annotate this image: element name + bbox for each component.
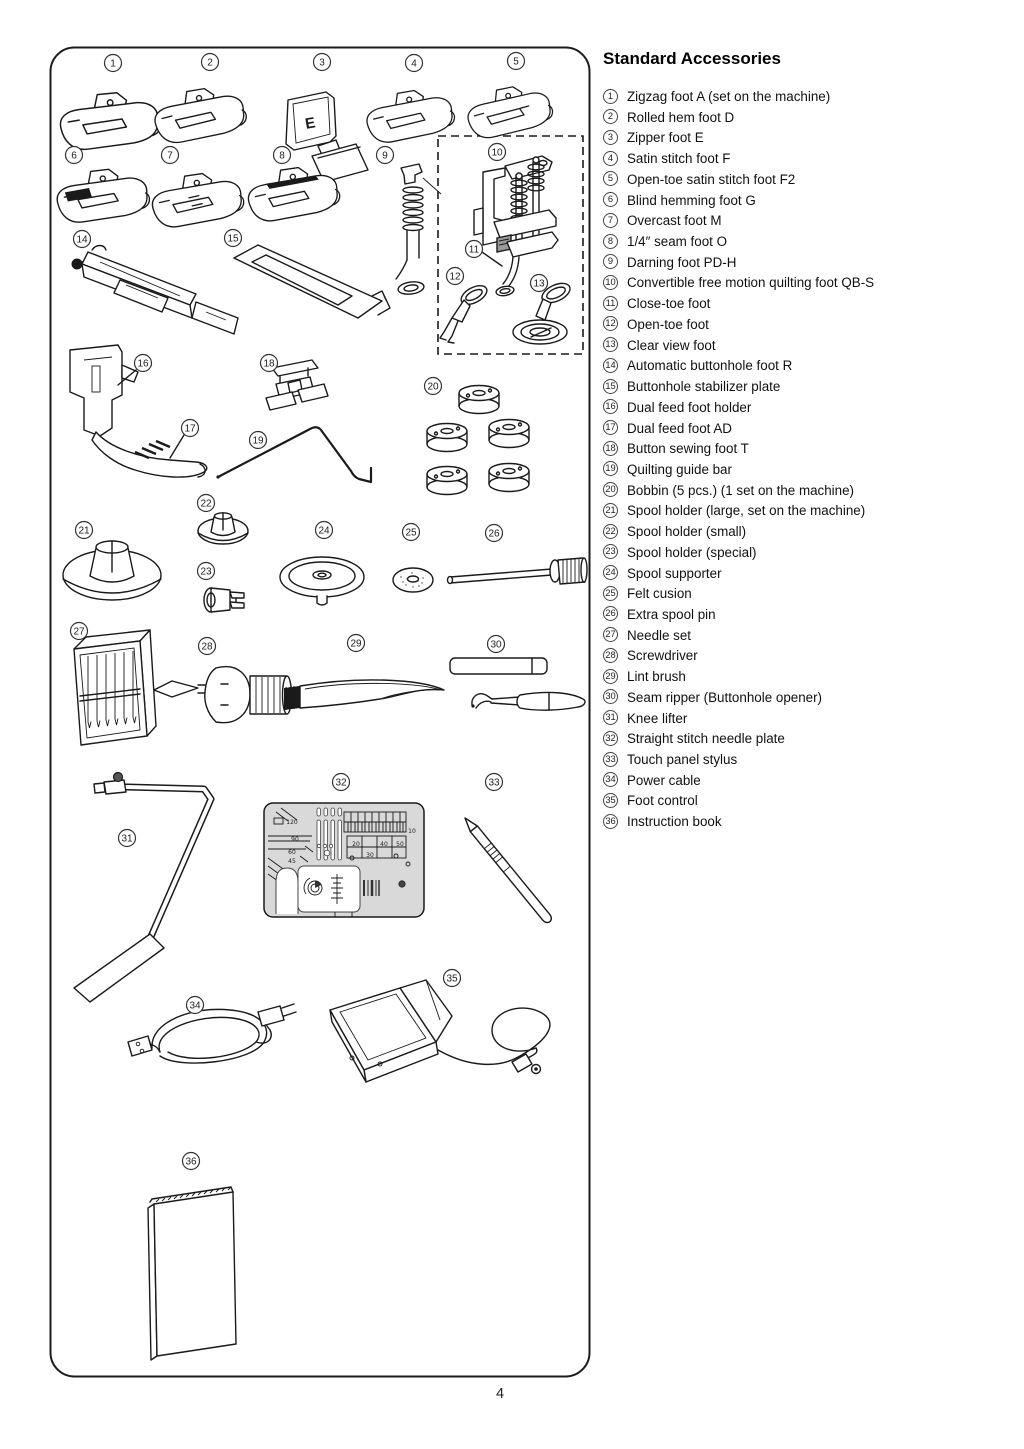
accessory-list-item xyxy=(603,439,1013,460)
item-number-badge: 31 xyxy=(603,710,618,725)
item-number-badge: 10 xyxy=(603,275,618,290)
accessory-list-item xyxy=(603,564,1013,585)
svg-text:35: 35 xyxy=(446,973,458,985)
item-label: Darning foot PD-H xyxy=(627,254,737,270)
illustration-quilting-guide-bar xyxy=(216,427,371,482)
figure-label-17 xyxy=(182,420,199,437)
illustration-rolled-hem-foot-d xyxy=(154,86,248,146)
item-number-badge: 21 xyxy=(603,503,618,518)
figure-label-2 xyxy=(202,54,219,71)
illustration-seam-ripper xyxy=(450,658,585,710)
figure-label-20 xyxy=(425,378,442,395)
figure-label-29 xyxy=(348,635,365,652)
item-label: Touch panel stylus xyxy=(627,752,738,767)
svg-text:120: 120 xyxy=(286,819,298,826)
illustration-open-toe-foot xyxy=(440,282,490,343)
figure-label-4 xyxy=(406,55,423,72)
item-label: Open-toe satin stitch foot F2 xyxy=(627,171,796,187)
svg-text:13: 13 xyxy=(533,278,545,290)
svg-text:8: 8 xyxy=(279,150,285,162)
item-label: Lint brush xyxy=(627,669,686,685)
page-number: 4 xyxy=(495,1386,505,1402)
item-label: Instruction book xyxy=(627,814,722,830)
item-label: Spool supporter xyxy=(627,565,722,581)
accessory-list-item xyxy=(603,605,1013,626)
svg-text:6: 6 xyxy=(71,150,77,162)
item-label: Zipper foot E xyxy=(627,130,704,146)
svg-text:25: 25 xyxy=(405,527,417,539)
item-label: Felt cusion xyxy=(627,586,692,602)
figure-label-6 xyxy=(66,147,83,164)
item-number-badge: 35 xyxy=(603,793,618,808)
accessory-list-item xyxy=(603,501,1013,522)
svg-text:2: 2 xyxy=(207,57,213,69)
illustration-instruction-book xyxy=(148,1187,236,1360)
item-label: Buttonhole stabilizer plate xyxy=(627,379,781,395)
figure-label-34 xyxy=(187,997,204,1014)
item-number-badge: 20 xyxy=(603,482,618,497)
accessory-list-item xyxy=(603,791,1013,812)
item-number-badge: 14 xyxy=(603,358,618,373)
accessory-list-item xyxy=(603,646,1013,667)
figure-label-33 xyxy=(486,774,503,791)
figure-label-35 xyxy=(444,970,461,987)
illustration-spool-holder-small xyxy=(198,513,248,544)
item-number-badge: 32 xyxy=(603,731,618,746)
page-title: Standard Accessories xyxy=(603,49,781,68)
accessory-list-item xyxy=(603,108,1013,129)
item-label: Button sewing foot T xyxy=(627,441,749,457)
svg-text:29: 29 xyxy=(350,638,362,650)
svg-text:27: 27 xyxy=(73,626,85,638)
svg-text:50: 50 xyxy=(396,841,404,848)
item-label: Convertible free motion quilting foot QB-S xyxy=(627,275,875,291)
figure-label-18 xyxy=(261,355,278,372)
accessory-list-item xyxy=(603,356,1013,377)
item-label: Automatic buttonhole foot R xyxy=(627,358,793,374)
accessory-list-item xyxy=(603,377,1013,398)
accessory-list-item xyxy=(603,294,1013,315)
figure-label-24 xyxy=(316,522,333,539)
item-number-badge: 30 xyxy=(603,689,618,704)
accessory-list-item xyxy=(603,729,1013,750)
figure-label-16 xyxy=(135,355,152,372)
legend-panel xyxy=(603,48,1013,833)
item-label: Quilting guide bar xyxy=(627,461,732,477)
item-number-badge: 33 xyxy=(603,752,618,767)
svg-text:17: 17 xyxy=(184,423,196,435)
item-number-badge: 7 xyxy=(603,213,618,228)
svg-text:20: 20 xyxy=(352,841,360,848)
svg-text:31: 31 xyxy=(121,833,133,845)
svg-text:22: 22 xyxy=(200,498,212,510)
illustration-spool-holder-large xyxy=(63,541,161,600)
illustration-felt-cushion xyxy=(393,568,433,592)
accessory-list-item xyxy=(603,709,1013,730)
figure-label-27 xyxy=(71,623,88,640)
illustration-screwdriver xyxy=(154,667,292,723)
accessory-list-item xyxy=(603,253,1013,274)
figure-label-9 xyxy=(377,147,394,164)
svg-text:12: 12 xyxy=(449,271,461,283)
accessory-list-item xyxy=(603,273,1013,294)
item-label: Rolled hem foot D xyxy=(627,109,735,125)
item-label: Bobbin (5 pcs.) (1 set on the machine) xyxy=(627,482,855,498)
illustration-stylus xyxy=(462,815,554,924)
accessory-list-item xyxy=(603,688,1013,709)
svg-text:32: 32 xyxy=(335,777,347,789)
svg-text:30: 30 xyxy=(366,852,374,859)
svg-text:23: 23 xyxy=(200,566,212,578)
item-label: Extra spool pin xyxy=(627,606,716,622)
item-number-badge: 16 xyxy=(603,399,618,414)
accessory-list-item xyxy=(603,315,1013,336)
item-number-badge: 25 xyxy=(603,586,618,601)
figure-label-3 xyxy=(314,54,331,71)
accessory-list-item xyxy=(603,419,1013,440)
item-number-badge: 27 xyxy=(603,627,618,642)
illustration-open-toe-satin-foot-f2 xyxy=(468,86,553,139)
illustration-overcast-foot-m xyxy=(151,170,246,231)
illustration-needle-set xyxy=(74,630,156,745)
svg-text:21: 21 xyxy=(78,525,90,537)
item-label: Foot control xyxy=(627,793,698,809)
item-number-badge: 36 xyxy=(603,814,618,829)
svg-text:10: 10 xyxy=(408,828,416,835)
figure-label-1 xyxy=(105,55,122,72)
svg-text:9: 9 xyxy=(382,150,388,162)
accessory-list-item xyxy=(603,149,1013,170)
item-number-badge: 9 xyxy=(603,254,618,269)
item-label: Straight stitch needle plate xyxy=(627,731,785,747)
svg-text:7: 7 xyxy=(167,150,173,162)
item-label: Satin stitch foot F xyxy=(627,151,731,167)
figure-label-30 xyxy=(488,636,505,653)
accessory-list-item xyxy=(603,812,1013,833)
figure-label-15 xyxy=(225,230,242,247)
svg-text:36: 36 xyxy=(185,1156,197,1168)
illustration-spool-supporter xyxy=(280,557,364,605)
svg-text:14: 14 xyxy=(76,234,88,246)
item-number-badge: 22 xyxy=(603,524,618,539)
accessory-list-item xyxy=(603,460,1013,481)
illustration-power-cable xyxy=(128,1004,296,1063)
illustration-needle-plate xyxy=(264,803,424,917)
figure-label-13 xyxy=(531,275,548,292)
accessory-list-item xyxy=(603,750,1013,771)
illustration-buttonhole-foot-r xyxy=(72,246,239,335)
svg-text:1: 1 xyxy=(110,58,116,70)
accessory-list-item xyxy=(603,211,1013,232)
item-label: Spool holder (large, set on the machine) xyxy=(627,503,866,519)
accessories-list xyxy=(603,87,1013,833)
svg-text:18: 18 xyxy=(263,358,275,370)
figure-label-25 xyxy=(403,524,420,541)
figure-label-19 xyxy=(250,432,267,449)
accessory-list-item xyxy=(603,128,1013,149)
item-label: Needle set xyxy=(627,627,692,643)
illustration-spool-holder-special xyxy=(204,588,244,612)
item-number-badge: 28 xyxy=(603,648,618,663)
illustration-knee-lifter xyxy=(74,773,211,1003)
figure-label-8 xyxy=(274,147,291,164)
item-label: Blind hemming foot G xyxy=(627,192,756,208)
svg-text:26: 26 xyxy=(488,528,500,540)
item-number-badge: 3 xyxy=(603,130,618,145)
figure-label-22 xyxy=(198,495,215,512)
item-label: Overcast foot M xyxy=(627,213,722,229)
svg-text:90: 90 xyxy=(291,836,299,843)
svg-text:15: 15 xyxy=(227,233,239,245)
item-number-badge: 13 xyxy=(603,337,618,352)
item-label: Spool holder (small) xyxy=(627,524,747,540)
figure-label-11 xyxy=(466,241,483,258)
illustration-extra-spool-pin xyxy=(448,558,588,584)
svg-text:30: 30 xyxy=(490,639,502,651)
item-label: Dual feed foot AD xyxy=(627,420,732,436)
item-number-badge: 34 xyxy=(603,772,618,787)
item-number-badge: 12 xyxy=(603,316,618,331)
svg-text:3: 3 xyxy=(319,57,325,69)
item-label: Power cable xyxy=(627,772,701,788)
item-number-badge: 18 xyxy=(603,441,618,456)
svg-text:28: 28 xyxy=(201,641,213,653)
figure-label-28 xyxy=(199,638,216,655)
svg-text:24: 24 xyxy=(318,525,330,537)
svg-text:45: 45 xyxy=(288,858,296,865)
figure-label-7 xyxy=(162,147,179,164)
item-number-badge: 5 xyxy=(603,171,618,186)
illustration-satin-stitch-foot-f xyxy=(366,88,456,145)
illustration-blind-hemming-foot-g xyxy=(55,164,152,229)
figure-label-5 xyxy=(508,53,525,70)
figure-label-10 xyxy=(489,144,506,161)
illustration-quilting-foot-qbs xyxy=(474,156,558,257)
accessory-list-item xyxy=(603,667,1013,688)
item-number-badge: 2 xyxy=(603,109,618,124)
figure-label-32 xyxy=(333,774,350,791)
item-label: Zigzag foot A (set on the machine) xyxy=(627,89,831,104)
svg-text:10: 10 xyxy=(491,147,503,159)
illustration-lint-brush xyxy=(284,680,444,710)
accessory-list-item xyxy=(603,543,1013,564)
figure-label-23 xyxy=(198,563,215,580)
item-label: 1/4″ seam foot O xyxy=(627,234,728,250)
svg-text:33: 33 xyxy=(488,777,500,789)
figure-label-14 xyxy=(74,231,91,248)
illustration-bobbins xyxy=(427,386,529,495)
item-number-badge: 29 xyxy=(603,669,618,684)
svg-text:34: 34 xyxy=(189,1000,201,1012)
item-label: Seam ripper (Buttonhole opener) xyxy=(627,689,823,705)
svg-text:11: 11 xyxy=(468,244,480,256)
svg-text:4: 4 xyxy=(411,58,417,70)
item-number-badge: 19 xyxy=(603,461,618,476)
svg-text:20: 20 xyxy=(427,381,439,393)
illustration-darning-foot-pdh xyxy=(396,164,441,296)
figure-label-31 xyxy=(119,830,136,847)
figure-label-26 xyxy=(486,525,503,542)
illustration-foot-control xyxy=(330,980,550,1082)
figure-label-21 xyxy=(76,522,93,539)
accessory-list-item xyxy=(603,584,1013,605)
svg-text:60: 60 xyxy=(288,849,296,856)
accessory-list-item xyxy=(603,87,1013,108)
item-number-badge: 24 xyxy=(603,565,618,580)
item-number-badge: 26 xyxy=(603,606,618,621)
accessory-list-item xyxy=(603,626,1013,647)
item-number-badge: 15 xyxy=(603,379,618,394)
svg-text:5: 5 xyxy=(513,56,519,68)
item-number-badge: 8 xyxy=(603,234,618,249)
svg-text:16: 16 xyxy=(137,358,149,370)
figure-label-36 xyxy=(183,1153,200,1170)
item-label: Close-toe foot xyxy=(627,296,711,312)
item-number-badge: 1 xyxy=(603,89,618,104)
accessory-list-item xyxy=(603,522,1013,543)
illustration-stabilizer-plate xyxy=(234,245,390,318)
accessory-list-item xyxy=(603,398,1013,419)
foot-letter-e: E xyxy=(303,114,317,133)
item-label: Open-toe foot xyxy=(627,316,709,332)
item-label: Knee lifter xyxy=(627,710,688,726)
accessory-list-item xyxy=(603,336,1013,357)
accessory-list-item xyxy=(603,481,1013,502)
item-number-badge: 4 xyxy=(603,151,618,166)
item-number-badge: 11 xyxy=(603,296,618,311)
item-number-badge: 6 xyxy=(603,192,618,207)
item-label: Clear view foot xyxy=(627,337,716,353)
accessory-list-item xyxy=(603,170,1013,191)
item-number-badge: 23 xyxy=(603,544,618,559)
item-label: Spool holder (special) xyxy=(627,544,757,560)
item-number-badge: 17 xyxy=(603,420,618,435)
accessory-list-item xyxy=(603,191,1013,212)
svg-text:40: 40 xyxy=(380,841,388,848)
item-label: Dual feed foot holder xyxy=(627,399,752,415)
figure-label-12 xyxy=(447,268,464,285)
svg-text:19: 19 xyxy=(252,435,264,447)
accessory-list-item xyxy=(603,232,1013,253)
item-label: Screwdriver xyxy=(627,648,698,664)
accessory-list-item xyxy=(603,771,1013,792)
